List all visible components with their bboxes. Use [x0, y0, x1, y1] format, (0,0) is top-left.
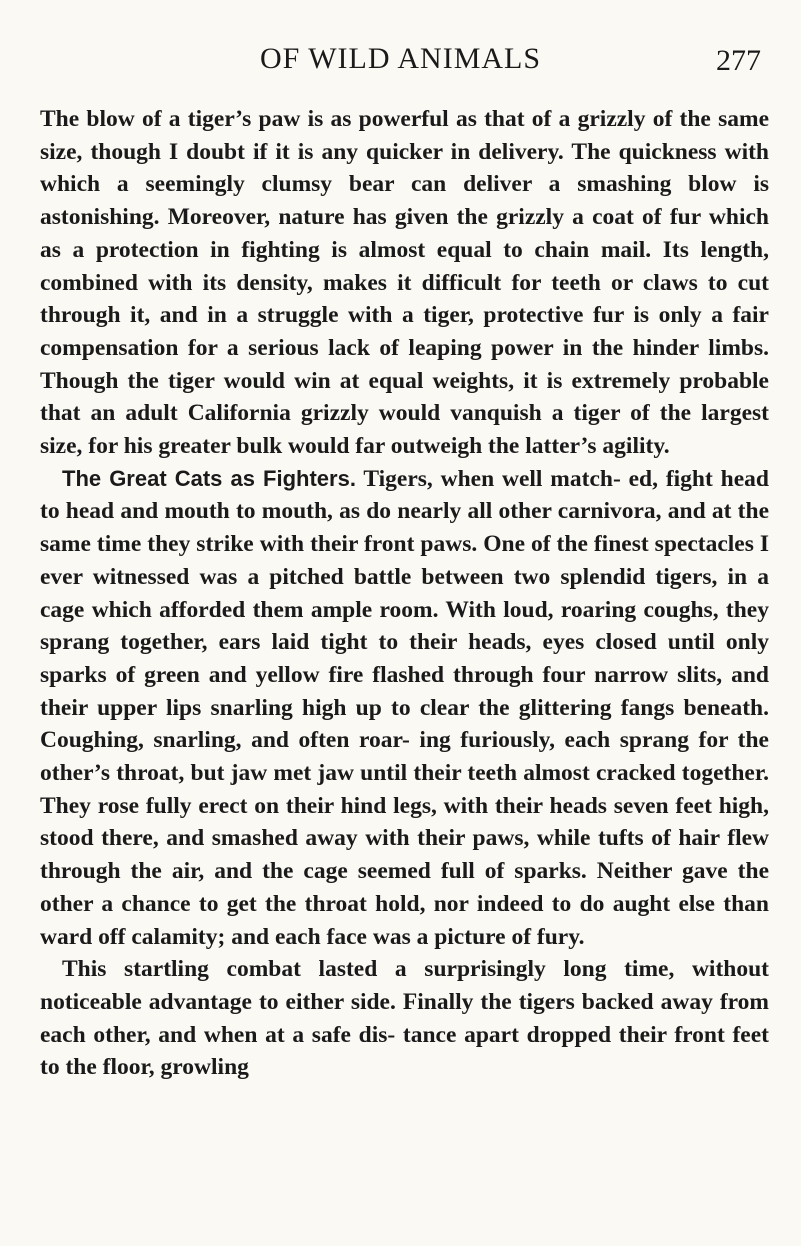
paragraph-1 — [40, 103, 769, 463]
paragraph-text: The blow of a tiger’s paw is as powerful as that of a grizzly of the same size, though I doubt if it is any quicker in delivery. The quickness with which a seemingly clumsy bear can deliver a smashing blow is astonishing. Moreover, nature has given the grizzly a coat of fur which as a protection in fighting is almost equal to chain mail. Its length, combined with its density, makes it difficult for teeth or claws to cut through it, and in a struggle with a tiger, protective fur is only a fair compensation for a serious lack of leaping power in the hinder limbs. Though the tiger would win at equal weights, it is extremely probable that an adult California grizzly would vanquish a tiger of the largest size, for his greater bulk would far outweigh the latter’s agility. — [40, 106, 769, 460]
paragraph-text: Tigers, when well match- ed, fight head to head and mouth to mouth, as do nearly all other carnivora, and at the same time they strike with their front paws. One of the finest spectacles I ever witnessed was a pitched battle between two splendid tigers, in a cage which afforded them ample room. With loud, roaring coughs, they sprang together, ears laid tight to their heads, eyes closed until only sparks of green and yellow fire flashed through four narrow slits, and their upper lips snarling high up to clear the glittering fangs beneath. Coughing, snarling, and often roar- ing furiously, each sprang for the other’s throat, but jaw met jaw until their teeth almost cracked together. They rose fully erect on their hind legs, with their heads seven feet high, stood there, and smashed away with their paws, while tufts of hair flew through the air, and the cage seemed full of sparks. Neither gave the other a chance to get the throat hold, nor indeed to do aught else than ward off calamity; and each face was a picture of fury. — [40, 465, 769, 950]
paragraph-2 — [40, 463, 769, 954]
page-number: 277 — [716, 44, 761, 77]
paragraph-3 — [40, 953, 769, 1084]
running-title: OF WILD ANIMALS — [259, 42, 542, 75]
paragraph-text: This startling combat lasted a surprisingly long time, without noticeable advantage to either side. Finally the tigers backed away from each other, and when at a safe dis- tance apart dropped their front feet to the floor, growling — [40, 956, 769, 1081]
running-head — [0, 42, 801, 82]
body-text — [40, 103, 769, 1084]
section-heading: The Great Cats as Fighters. — [62, 465, 356, 491]
